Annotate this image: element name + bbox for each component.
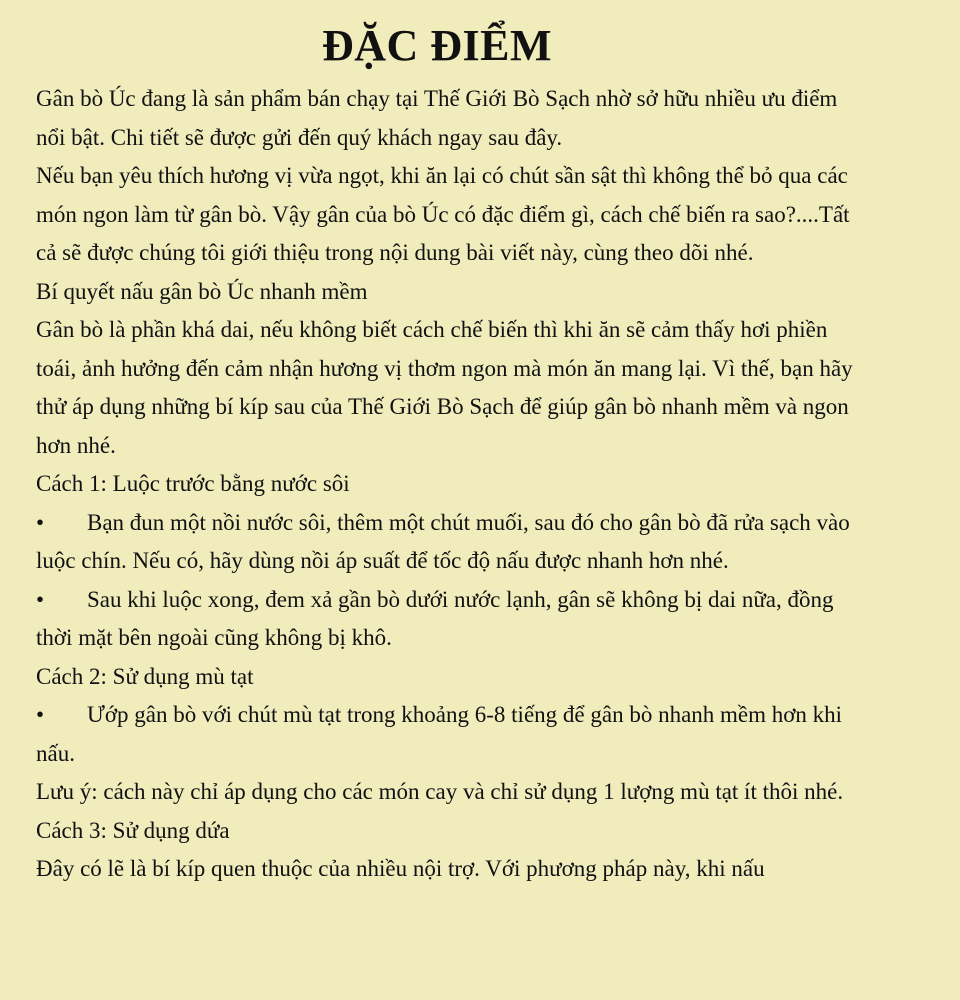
list-item-text: Ướp gân bò với chút mù tạt trong khoảng 6-8 tiếng để gân bò nhanh mềm hơn khi nấu. bbox=[36, 702, 843, 766]
section-heading-tips: Bí quyết nấu gân bò Úc nhanh mềm bbox=[36, 278, 368, 304]
method-2-heading: Cách 2: Sử dụng mù tạt bbox=[36, 663, 254, 689]
question-paragraph: Nếu bạn yêu thích hương vị vừa ngọt, khi ăn lại có chút sần sật thì không thể bỏ qua các món ngon làm từ gân bò. Vậy gân của bò Úc có đặc điểm gì, cách chế biến ra sao?....Tất cả sẽ được chúng tôi giới thiệu trong nội dung bài viết này, cùng theo dõi nhé. bbox=[36, 163, 850, 265]
article-body bbox=[36, 80, 866, 889]
bullet-icon: • bbox=[36, 509, 45, 535]
list-item-text: Sau khi luộc xong, đem xả gần bò dưới nước lạnh, gân sẽ không bị dai nữa, đồng thời mặt bên ngoài cũng không bị khô. bbox=[36, 586, 834, 650]
method-3-heading: Cách 3: Sử dụng dứa bbox=[36, 817, 230, 843]
intro-paragraph: Gân bò Úc đang là sản phẩm bán chạy tại Thế Giới Bò Sạch nhờ sở hữu nhiều ưu điểm nổi bật. Chi tiết sẽ được gửi đến quý khách ngay sau đây. bbox=[36, 86, 838, 150]
tips-intro-paragraph: Gân bò là phần khá dai, nếu không biết cách chế biến thì khi ăn sẽ cảm thấy hơi phiền toái, ảnh hưởng đến cảm nhận hương vị thơm ngon mà món ăn mang lại. Vì thế, bạn hãy thử áp dụng những bí kíp sau của Thế Giới Bò Sạch để giúp gân bò nhanh mềm và ngon hơn nhé. bbox=[36, 317, 853, 458]
list-item bbox=[36, 696, 866, 773]
method-1-heading: Cách 1: Luộc trước bằng nước sôi bbox=[36, 471, 350, 496]
note-paragraph: Lưu ý: cách này chỉ áp dụng cho các món cay và chỉ sử dụng 1 lượng mù tạt ít thôi nhé. bbox=[36, 779, 844, 804]
bullet-icon: • bbox=[36, 702, 45, 727]
list-item bbox=[36, 581, 866, 658]
method-3-paragraph: Đây có lẽ là bí kíp quen thuộc của nhiều nội trợ. Với phương pháp này, khi nấu bbox=[36, 856, 765, 881]
list-item-text: Bạn đun một nồi nước sôi, thêm một chút muối, sau đó cho gân bò đã rửa sạch vào luộc chín. Nếu có, hãy dùng nồi áp suất để tốc độ nấu được nhanh hơn nhé. bbox=[36, 509, 850, 573]
bullet-icon: • bbox=[36, 586, 45, 612]
list-item bbox=[36, 504, 866, 581]
page-title: ĐẶC ĐIỂM bbox=[321, 21, 553, 70]
